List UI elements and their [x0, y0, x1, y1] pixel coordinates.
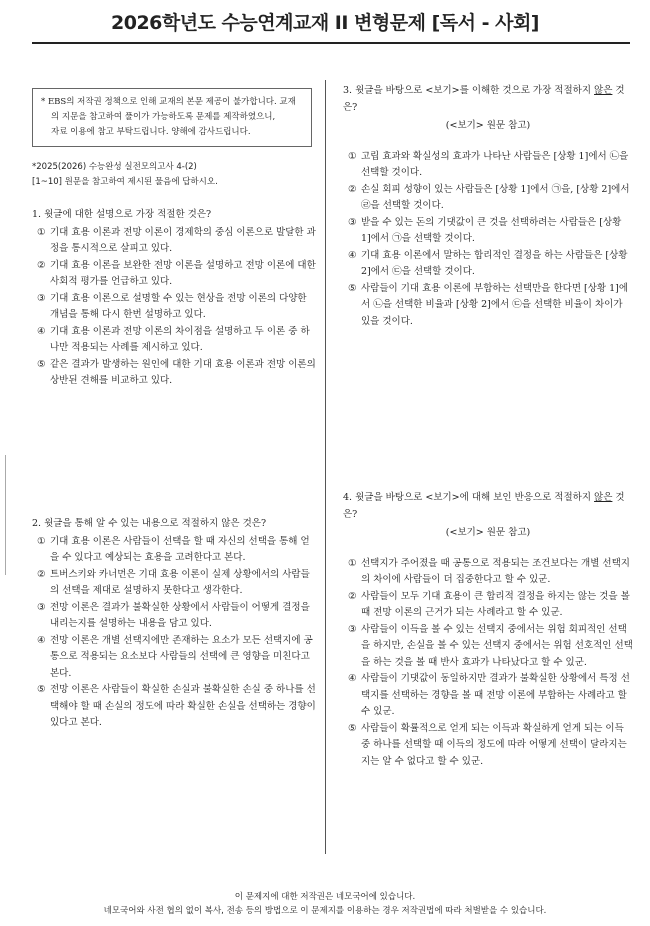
- page-title: 2026학년도 수능연계교재 II 변형문제 [독서 - 사회]: [111, 12, 539, 34]
- question-1: [32, 207, 317, 390]
- option-number: ①: [37, 226, 46, 238]
- option-number: ②: [348, 183, 357, 195]
- question-3: [343, 83, 633, 330]
- question-1-option: [32, 324, 317, 357]
- option-text: 사람들이 기대 효용 이론에 부합하는 선택만을 한다면 [상황 1]에서 ㉡을 선택한 비율과 [상황 2]에서 ㉢을 선택한 비율이 차이가 있을 것이다.: [361, 282, 629, 327]
- footer: [0, 890, 650, 918]
- question-2-option: [32, 600, 317, 633]
- question-1-option: [32, 291, 317, 324]
- title-divider: [32, 42, 630, 44]
- option-text: 고립 효과와 확실성의 효과가 나타난 사람들은 [상황 1]에서 ㉡을 선택할 것이다.: [361, 150, 629, 178]
- option-text: 사람들이 기댓값이 동일하지만 결과가 불확실한 상황에서 특정 선택지를 선택하는 경향을 볼 때 전망 이론에 부합하는 사례라고 할 수 있군.: [361, 673, 630, 717]
- footer-warning: 네모국어와 사전 협의 없이 복사, 전송 등의 방법으로 이 문제지를 이용하는 경우 저작권법에 따라 처벌받을 수 있습니다.: [103, 906, 547, 916]
- option-text: 사람들이 모두 기대 효용이 큰 합리적 결정을 하지는 않는 것을 볼 때 전망 이론의 근거가 되는 사례라고 할 수 있군.: [361, 590, 630, 618]
- question-3-stem-end: 것은?: [343, 85, 625, 113]
- question-3-option: [343, 281, 633, 331]
- notice-line-2: 자료 이용에 참고 부탁드립니다. 양해에 감사드립니다.: [51, 127, 251, 137]
- option-number: ②: [348, 590, 357, 602]
- option-number: ④: [348, 673, 357, 684]
- footer-copyright: 이 문제지에 대한 저작권은 네모국어에 있습니다.: [234, 892, 416, 902]
- option-number: ③: [348, 623, 357, 635]
- option-number: ④: [37, 634, 46, 646]
- question-2-stem: 2. 윗글을 통해 알 수 있는 내용으로 적절하지 않은 것은?: [32, 518, 267, 529]
- option-number: ③: [348, 216, 357, 228]
- option-number: ①: [348, 557, 357, 569]
- option-number: ④: [37, 325, 46, 337]
- option-number: ⑤: [348, 722, 357, 734]
- question-2-option: [32, 534, 317, 567]
- question-4-options: [343, 556, 633, 771]
- option-text: 기대 효용 이론을 보완한 전망 이론을 설명하고 전망 이론에 대한 사회적 평가를 언급하고 있다.: [50, 259, 316, 287]
- copyright-notice-box: [32, 88, 312, 147]
- source-instruction: [1~10] 원문을 참고하여 제시된 물음에 답하시오.: [32, 177, 218, 187]
- question-4-option: [343, 721, 633, 771]
- option-text: 전망 이론은 사람들이 확실한 손실과 불확실한 손실 중 하나를 선택해야 할 때 손실의 정도에 따라 확실한 손실을 선택하는 경향이 있다고 본다.: [50, 684, 316, 728]
- question-2-option: [32, 567, 317, 600]
- question-4-stem-underline: 않은: [594, 492, 613, 503]
- left-column-top: [32, 160, 317, 390]
- question-4-stem: [343, 490, 633, 523]
- question-3-options: [343, 149, 633, 331]
- source-exam: *2025(2026) 수능완성 실전모의고사 4-(2): [32, 162, 197, 172]
- question-4-option: [343, 622, 633, 672]
- option-text: 선택지가 주어졌을 때 공통으로 적용되는 조건보다는 개별 선택지의 차이에 사람들이 더 집중한다고 할 수 있군.: [361, 557, 630, 585]
- question-3-bogi-note: (<보기> 원문 참고): [445, 120, 531, 131]
- question-1-options: [32, 225, 317, 390]
- question-2-options: [32, 534, 317, 732]
- option-text: 기대 효용 이론에서 말하는 합리적인 결정을 하는 사람들은 [상황 2]에서 ㉢을 선택할 것이다.: [361, 249, 628, 277]
- question-4-option: [343, 589, 633, 622]
- question-4-option: [343, 671, 633, 721]
- question-3-stem: [343, 83, 633, 116]
- question-1-option: [32, 225, 317, 258]
- question-4-stem-text: 4. 윗글을 바탕으로 <보기>에 대해 보인 반응으로 적절하지: [343, 492, 595, 503]
- option-number: ⑤: [37, 358, 46, 370]
- question-3-option: [343, 215, 633, 248]
- option-number: ①: [348, 150, 357, 162]
- question-3-option: [343, 182, 633, 215]
- option-number: ②: [37, 568, 46, 580]
- question-3-option: [343, 248, 633, 281]
- question-2-option: [32, 682, 317, 732]
- option-text: 같은 결과가 발생하는 원인에 대한 기대 효용 이론과 전망 이론의 상반된 견해를 비교하고 있다.: [50, 358, 316, 386]
- option-text: 손실 회피 성향이 있는 사람들은 [상황 1]에서 ㉠을, [상황 2]에서 ㉣을 선택할 것이다.: [361, 183, 630, 211]
- margin-mark: [5, 455, 6, 575]
- notice-line-1: * EBS의 저작권 정책으로 인해 교재의 본문 제공이 불가합니다. 교재의 지문을 참고하여 풀이가 가능하도록 문제를 제작하였으니,: [41, 97, 296, 122]
- question-3-stem-text: 3. 윗글을 바탕으로 <보기>를 이해한 것으로 가장 적절하지: [343, 85, 595, 96]
- option-text: 사람들이 확률적으로 얻게 되는 이득과 확실하게 얻게 되는 이득 중 하나를 선택할 때 이득의 정도에 따라 어떻게 선택이 달라지는지는 알 수 없다고 할 수 있군.: [361, 722, 627, 767]
- question-4: [343, 490, 633, 770]
- question-2: [32, 516, 317, 732]
- option-text: 기대 효용 이론은 사람들이 선택을 할 때 자신의 선택을 통해 얻을 수 있다고 예상되는 효용을 고려한다고 본다.: [50, 535, 310, 563]
- option-number: ⑤: [348, 282, 357, 294]
- option-text: 기대 효용 이론과 전망 이론의 차이점을 설명하고 두 이론 중 하나만 적용되는 사례를 제시하고 있다.: [50, 325, 310, 353]
- option-number: ④: [348, 249, 357, 261]
- option-text: 기대 효용 이론과 전망 이론이 경제학의 중심 이론으로 발달한 과정을 통시적으로 살피고 있다.: [50, 226, 316, 254]
- question-4-option: [343, 556, 633, 589]
- option-text: 받을 수 있는 돈의 기댓값이 큰 것을 선택하려는 사람들은 [상황 1]에서 ㉠을 선택할 것이다.: [361, 216, 622, 244]
- column-divider: [325, 80, 326, 854]
- option-text: 트버스키와 카너먼은 기대 효용 이론이 실제 상황에서의 사람들의 선택을 제대로 설명하지 못한다고 생각한다.: [50, 568, 310, 596]
- question-1-option: [32, 357, 317, 390]
- question-4-stem-end: 것은?: [343, 492, 625, 520]
- option-text: 전망 이론은 결과가 불확실한 상황에서 사람들이 어떻게 결정을 내리는지를 설명하는 내용을 담고 있다.: [50, 601, 310, 629]
- question-2-option: [32, 633, 317, 683]
- option-text: 사람들이 이득을 볼 수 있는 선택지 중에서는 위험 회피적인 선택을 하지만, 손실을 볼 수 있는 선택지 중에서는 위험 선호적인 선택을 하는 것을 볼 때 반사 효과가 나타났다고 할 수 있군.: [361, 623, 633, 668]
- option-number: ⑤: [37, 684, 46, 695]
- question-3-stem-underline: 않은: [594, 85, 613, 96]
- option-number: ①: [37, 535, 46, 547]
- option-number: ③: [37, 601, 46, 613]
- option-number: ③: [37, 292, 46, 304]
- option-number: ②: [37, 259, 46, 271]
- question-1-option: [32, 258, 317, 291]
- option-text: 전망 이론은 개별 선택지에만 존재하는 요소가 모든 선택지에 공통으로 적용되는 요소보다 사람들의 선택에 큰 영향을 미친다고 본다.: [50, 634, 313, 679]
- question-4-bogi-note: (<보기> 원문 참고): [445, 527, 531, 538]
- question-1-stem: 1. 윗글에 대한 설명으로 가장 적절한 것은?: [32, 209, 212, 220]
- question-3-option: [343, 149, 633, 182]
- option-text: 기대 효용 이론으로 설명할 수 있는 현상을 전망 이론의 다양한 개념을 통해 다시 한번 설명하고 있다.: [50, 292, 307, 320]
